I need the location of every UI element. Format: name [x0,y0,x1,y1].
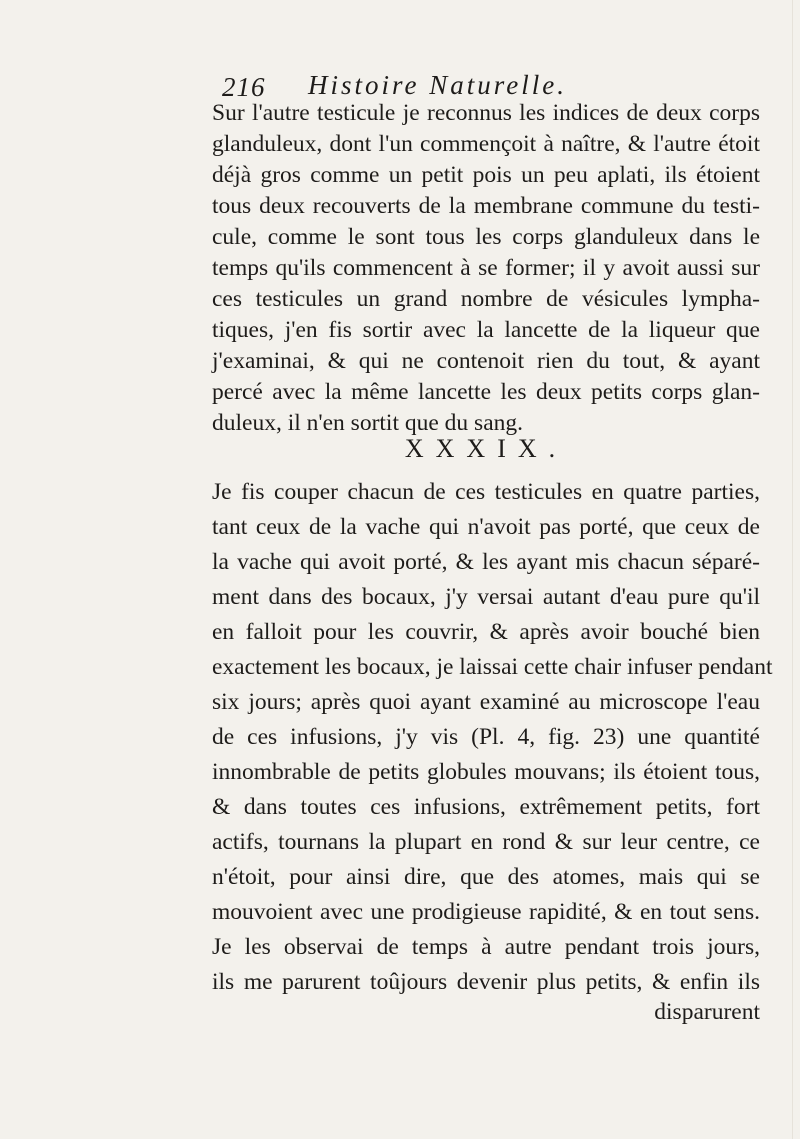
text-line: déjà gros comme un petit pois un peu aplati, ils étoient [212,162,760,188]
text-line: tous deux recouverts de la membrane commune du testi- [212,193,760,219]
text-line: Sur l'autre testicule je reconnus les indices de deux corps [212,100,760,126]
text-line: innombrable de petits globules mouvans; ils étoient tous, [212,759,760,785]
text-line: glanduleux, dont l'un commençoit à naître, & l'autre étoit [212,131,760,157]
text-line: la vache qui avoit porté, & les ayant mis chacun séparé- [212,549,760,575]
text-line: ment dans des bocaux, j'y versai autant d'eau pure qu'il [212,584,760,610]
text-line: mouvoient avec une prodigieuse rapidité, & en tout sens. [212,899,760,925]
text-line: Je les observai de temps à autre pendant trois jours, [212,934,760,960]
text-line: Je fis couper chacun de ces testicules en quatre parties, [212,479,760,505]
text-line: ces testicules un grand nombre de vésicules lympha- [212,286,760,312]
section-heading: XXXIX. [404,434,568,463]
text-line: duleux, il n'en sortit que du sang. [212,410,523,436]
text-line: j'examinai, & qui ne contenoit rien du tout, & ayant [212,348,760,374]
text-line: six jours; après quoi ayant examiné au microscope l'eau [212,689,760,715]
page-edge-mark [792,0,793,1139]
text-line: & dans toutes ces infusions, extrêmement petits, fort [212,794,760,820]
text-line: en falloit pour les couvrir, & après avoir bouché bien [212,619,760,645]
text-line: actifs, tournans la plupart en rond & sur leur centre, ce [212,829,760,855]
text-line: exactement les bocaux, je laissai cette chair infuser pendant [212,654,773,680]
text-line: temps qu'ils commencent à se former; il y avoit aussi sur [212,255,760,281]
text-line: ils me parurent toûjours devenir plus petits, & enfin ils [212,969,760,995]
page-number: 216 [222,72,266,102]
text-line: tant ceux de la vache qui n'avoit pas porté, que ceux de [212,514,760,540]
text-line: de ces infusions, j'y vis (Pl. 4, fig. 23) une quantité [212,724,760,750]
text-line: n'étoit, pour ainsi dire, que des atomes, mais qui se [212,864,760,890]
catchword: disparurent [654,999,760,1025]
text-line: cule, comme le sont tous les corps glanduleux dans le [212,224,760,250]
text-line: tiques, j'en fis sortir avec la lancette de la liqueur que [212,317,760,343]
running-title: Histoire Naturelle. [308,70,567,100]
text-line: percé avec la même lancette les deux petits corps glan- [212,379,760,405]
